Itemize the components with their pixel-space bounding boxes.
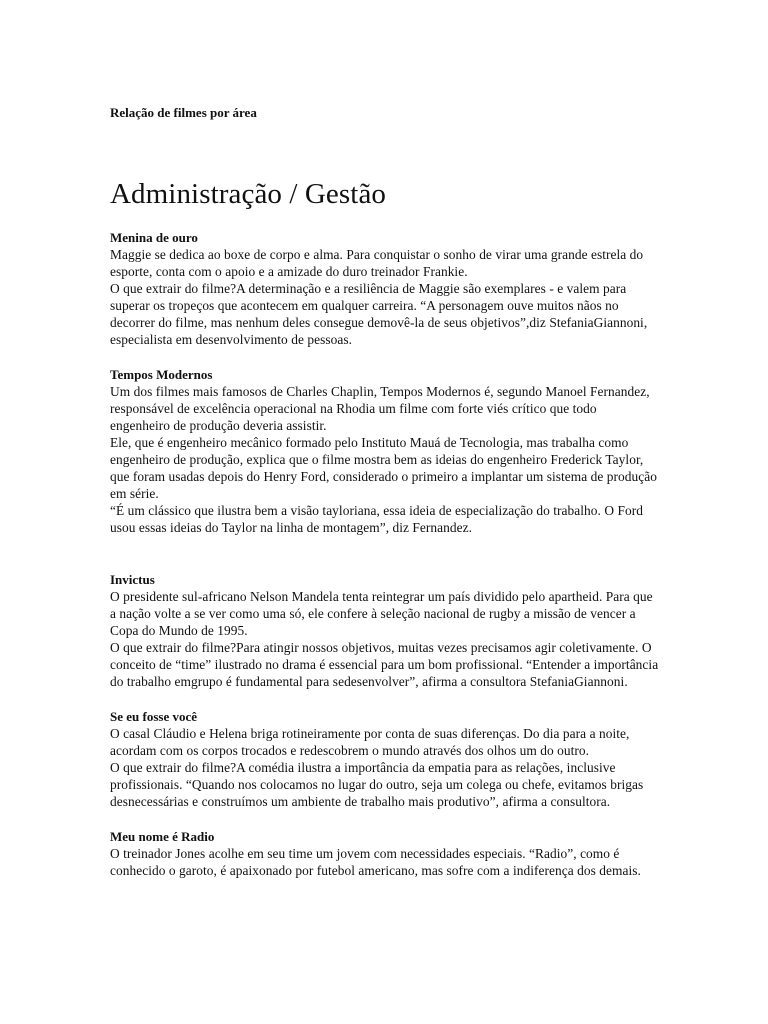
film-title: Invictus [110,572,155,587]
film-paragraph: O que extrair do filme?A determinação e a resiliência de Maggie são exemplares - e valem para superar os tropeços que acontecem em qualquer carreira. “A personagem ouve muitos nãos no decorrer do filme, mas nenhum deles consegue demovê-la de seus objetivos”,diz StefaniaGiannoni, especialista em desenvolvimento de pessoas. [110,281,648,347]
film-paragraph: Um dos filmes mais famosos de Charles Chaplin, Tempos Modernos é, segundo Manoel Fernandez, responsável de excelência operacional na Rhodia um filme com forte viés crítico que todo engenheiro de produção deveria assistir. [110,384,650,433]
film-entry-meu-nome-e-radio [110,828,660,879]
film-title: Meu nome é Radio [110,829,215,844]
film-title: Se eu fosse você [110,709,198,724]
film-paragraph: O treinador Jones acolhe em seu time um jovem com necessidades especiais. “Radio”, como é conhecido o garoto, é apaixonado por futebol americano, mas sofre com a indiferença dos demais. [110,846,641,878]
film-entry-tempos-modernos [110,366,660,536]
film-paragraph: O que extrair do filme?A comédia ilustra a importância da empatia para as relações, inclusive profissionais. “Quando nos colocamos no lugar do outro, seja um colega ou chefe, evitamos brigas desnecessárias e construímos um ambiente de trabalho mais produtivo”, afirma a consultora. [110,760,644,809]
section-title: Administração / Gestão [110,178,387,210]
film-paragraph: Ele, que é engenheiro mecânico formado pelo Instituto Mauá de Tecnologia, mas trabalha como engenheiro de produção, explica que o filme mostra bem as ideias do engenheiro Frederick Taylor, que foram usadas depois do Henry Ford, considerado o primeiro a implantar um sistema de produção em série. [110,435,657,501]
film-paragraph: Maggie se dedica ao boxe de corpo e alma. Para conquistar o sonho de virar uma grande estrela do esporte, conta com o apoio e a amizade do duro treinador Frankie. [110,247,644,279]
film-entry-menina-de-ouro [110,229,660,348]
document-subtitle: Relação de filmes por área [110,105,257,120]
film-entry-se-eu-fosse-voce [110,708,660,810]
film-paragraph: O casal Cláudio e Helena briga rotineiramente por conta de suas diferenças. Do dia para a noite, acordam com os corpos trocados e redescobrem o mundo através dos olhos um do outro. [110,726,630,758]
film-paragraph: O que extrair do filme?Para atingir nossos objetivos, muitas vezes precisamos agir coletivamente. O conceito de “time” ilustrado no drama é essencial para um bom profissional. “Entender a importância do trabalho emgrupo é fundamental para sedesenvolver”, afirma a consultora StefaniaGiannoni. [110,640,659,689]
film-title: Tempos Modernos [110,367,213,382]
film-paragraph: “É um clássico que ilustra bem a visão tayloriana, essa ideia de especialização do trabalho. O Ford usou essas ideias do Taylor na linha de montagem”, diz Fernandez. [110,503,643,535]
film-entry-invictus [110,571,660,690]
film-paragraph: O presidente sul-africano Nelson Mandela tenta reintegrar um país dividido pelo apartheid. Para que a nação volte a se ver como uma só, ele confere à seleção nacional de rugby a missão de vencer a Copa do Mundo de 1995. [110,589,653,638]
film-title: Menina de ouro [110,230,198,245]
document-page [110,104,660,879]
